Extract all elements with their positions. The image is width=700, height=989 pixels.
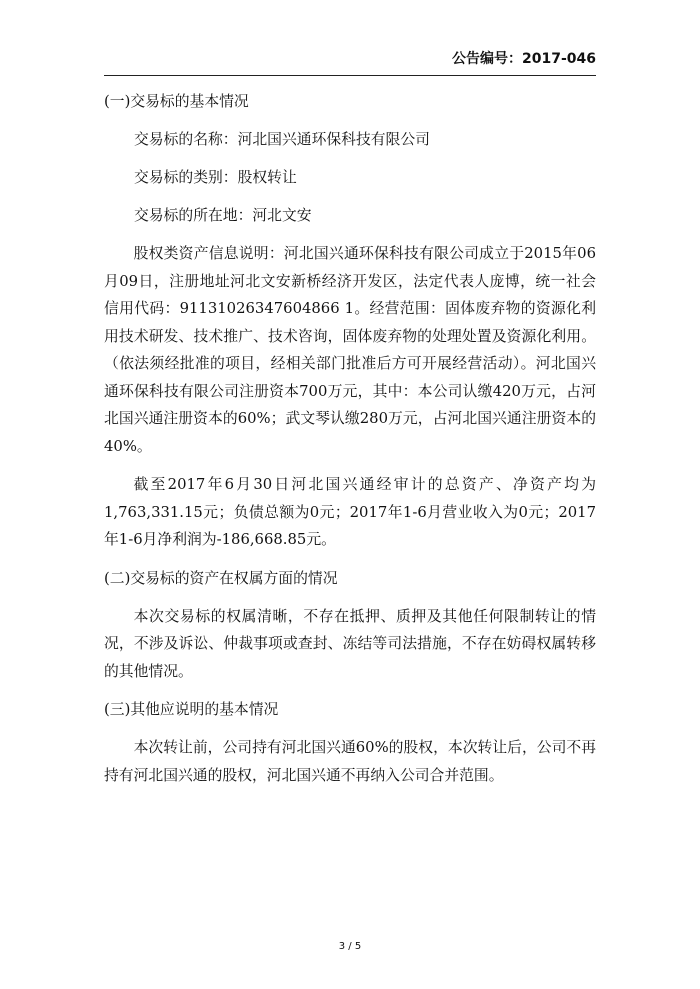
section-3-heading: (三)其他应说明的基本情况 (104, 701, 279, 718)
equity-asset-info: 股权类资产信息说明：河北国兴通环保科技有限公司成立于2015年06月09日，注册地址河北文安新桥经济开发区，法定代表人庞博，统一社会信用代码：91131026347604866 1。经营范围：固体废弃物的资源化利用技术研发、技术推广、技术咨询，固体废弃物的处理处置及资源化利用。（依法须经批准的项目，经相关部门批准后方可开展经营活动）。河北国兴通环保科技有限公司注册资本700万元，其中：本公司认缴420万元，占河北国兴通注册资本的60%；武文琴认缴280万元，占河北国兴通注册资本的40%。 (104, 245, 596, 455)
section-1-heading: (一)交易标的基本情况 (104, 93, 249, 110)
other-info: 本次转让前，公司持有河北国兴通60%的股权，本次转让后，公司不再持有河北国兴通的股权，河北国兴通不再纳入公司合并范围。 (104, 739, 596, 784)
document-body (104, 88, 596, 795)
section-2-heading: (二)交易标的资产在权属方面的情况 (104, 569, 338, 587)
target-category: 交易标的类别：股权转让 (134, 169, 297, 186)
page-number: 3 / 5 (338, 941, 362, 952)
header-divider (104, 75, 596, 76)
announcement-number: 公告编号：2017-046 (452, 51, 596, 67)
financial-summary: 截至2017年6月30日河北国兴通经审计的总资产、净资产均为1,763,331.15元；负债总额为0元；2017年1-6月营业收入为0元；2017年1-6月净利润为-186,668.85元。 (104, 476, 596, 548)
ownership-status: 本次交易标的权属清晰，不存在抵押、质押及其他任何限制转让的情况，不涉及诉讼、仲裁事项或查封、冻结等司法措施，不存在妨碍权属转移的其他情况。 (104, 607, 596, 680)
target-location: 交易标的所在地：河北文安 (134, 207, 312, 224)
target-name: 交易标的名称：河北国兴通环保科技有限公司 (134, 131, 430, 148)
